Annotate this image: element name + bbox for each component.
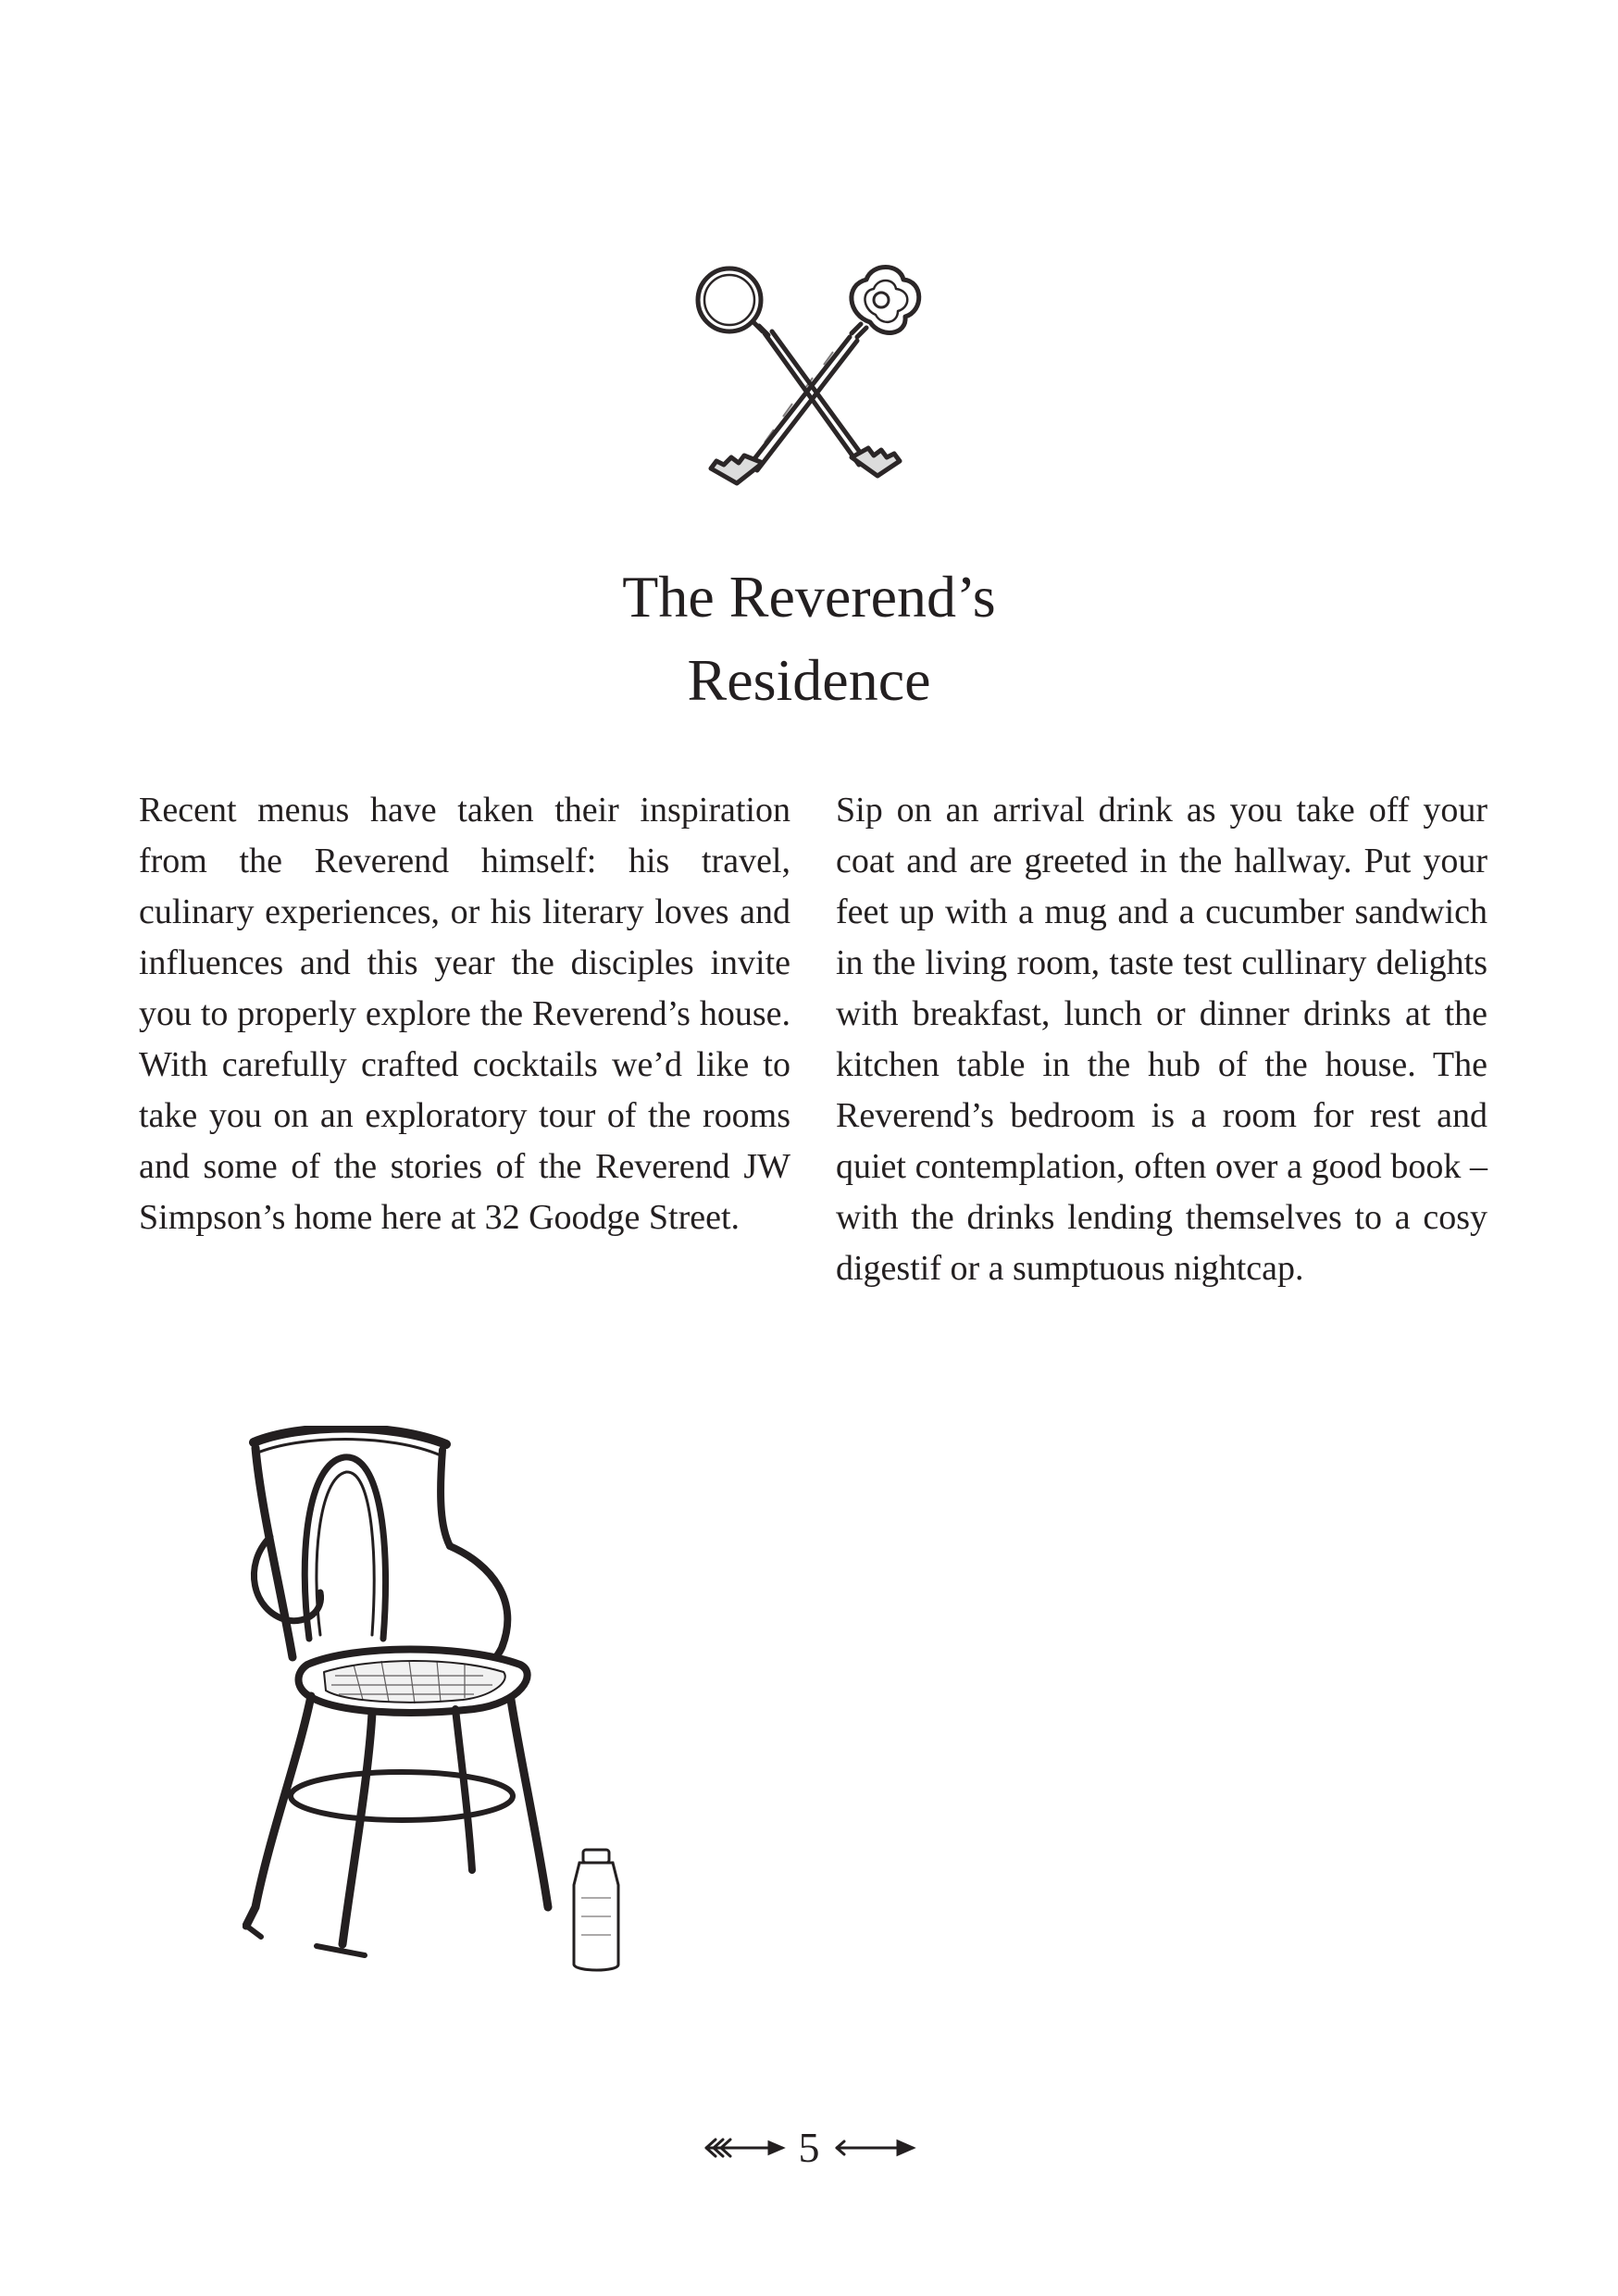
page-title-line-1: The Reverend’s xyxy=(622,564,996,630)
page-footer xyxy=(0,2120,1618,2176)
body-paragraph-left: Recent menus have taken their inspiration from the Reverend himself: his travel, culinary experiences, or his literary loves and influences and this year the disciples invite you to properly explore the Reverend’s house. With carefully crafted cocktails we’d like to take you on an exploratory tour of the rooms and some of the stories of the Reverend JW Simpson’s home here at 32 Goodge Street. xyxy=(139,791,790,1237)
bentwood-chair-illustration xyxy=(243,1426,631,1981)
arrow-right-icon xyxy=(833,2134,916,2162)
arrow-right-icon xyxy=(703,2134,786,2162)
crossed-keys-icon xyxy=(685,259,926,500)
page-number: 5 xyxy=(798,2124,820,2171)
page-title-line-2: Residence xyxy=(687,647,931,713)
body-paragraph-right: Sip on an arrival drink as you take off your coat and are greeted in the hallway. Put your feet up with a mug and a cucumber sandwich in the living room, taste test cullinary delights with breakfast, lunch or dinner drinks at the kitchen table in the hub of the house. The Reverend’s bedroom is a room for rest and quiet contemplation, often over a good book – with the drinks lending themselves to a cosy digestif or a sumptuous nightcap. xyxy=(836,791,1487,1288)
page-title xyxy=(0,555,1618,722)
